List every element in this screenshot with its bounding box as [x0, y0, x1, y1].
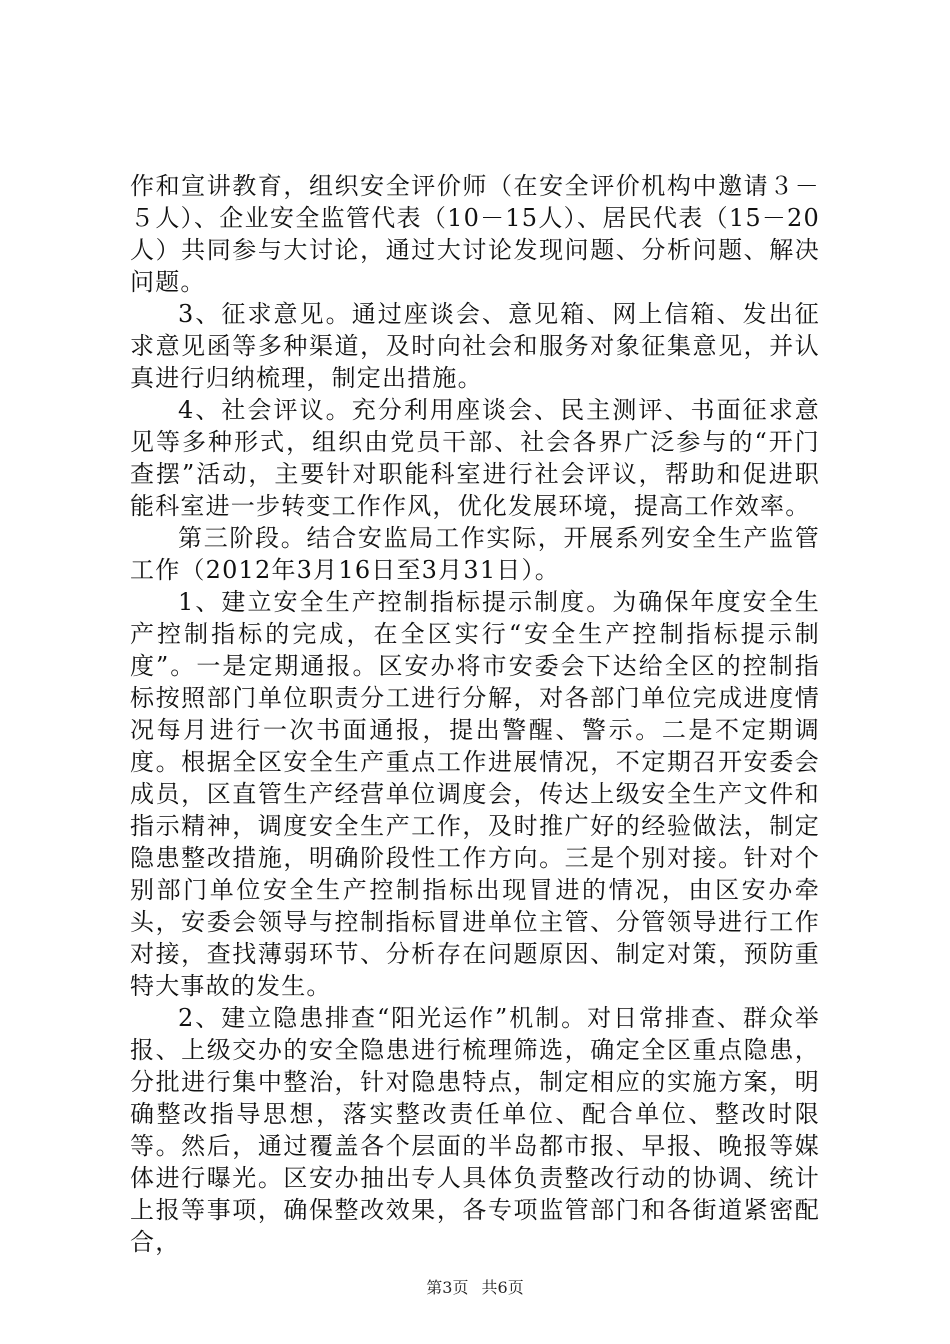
paragraph-continuation: 作和宣讲教育，组织安全评价师（在安全评价机构中邀请３－５人）、企业安全监管代表（10－15人）、居民代表（15－20人）共同参与大讨论，通过大讨论发现问题、分析问题、解决问题。	[130, 172, 820, 296]
page-number: 第3页	[426, 1278, 469, 1297]
paragraph-control-indicators: 1、建立安全生产控制指标提示制度。为确保年度安全生产控制指标的完成，在全区实行“安全生产控制指标提示制度”。一是定期通报。区安办将市安委会下达给全区的控制指标按照部门单位职责分工进行分解，对各部门单位完成进度情况每月进行一次书面通报，提出警醒、警示。二是不定期调度。根据全区安全生产重点工作进展情况，不定期召开安委会成员，区直管生产经营单位调度会，传达上级安全生产文件和指示精神，调度安全生产工作，及时推广好的经验做法，制定隐患整改措施，明确阶段性工作方向。三是个别对接。针对个别部门单位安全生产控制指标出现冒进的情况，由区安办牵头，安委会领导与控制指标冒进单位主管、分管领导进行工作对接，查找薄弱环节、分析存在问题原因、制定对策，预防重特大事故的发生。	[130, 588, 820, 1000]
page-total: 共6页	[481, 1278, 524, 1297]
page-footer	[0, 1275, 950, 1298]
paragraph-social-review: 4、社会评议。充分利用座谈会、民主测评、书面征求意见等多种形式，组织由党员干部、社会各界广泛参与的“开门查摆”活动，主要针对职能科室进行社会评议，帮助和促进职能科室进一步转变工作作风，优化发展环境，提高工作效率。	[130, 396, 820, 520]
document-body	[130, 170, 820, 1258]
paragraph-hazard-sunshine: 2、建立隐患排查“阳光运作”机制。对日常排查、群众举报、上级交办的安全隐患进行梳理筛选，确定全区重点隐患，分批进行集中整治，针对隐患特点，制定相应的实施方案，明确整改指导思想，落实整改责任单位、配合单位、整改时限等。然后，通过覆盖各个层面的半岛都市报、早报、晚报等媒体进行曝光。区安办抽出专人具体负责整改行动的协调、统计上报等事项，确保整改效果，各专项监管部门和各街道紧密配合，	[130, 1004, 820, 1256]
paragraph-solicit-opinions: 3、征求意见。通过座谈会、意见箱、网上信箱、发出征求意见函等多种渠道，及时向社会和服务对象征集意见，并认真进行归纳梳理，制定出措施。	[130, 300, 820, 392]
paragraph-stage-three: 第三阶段。结合安监局工作实际，开展系列安全生产监管工作（2012年3月16日至3月31日）。	[130, 524, 820, 584]
